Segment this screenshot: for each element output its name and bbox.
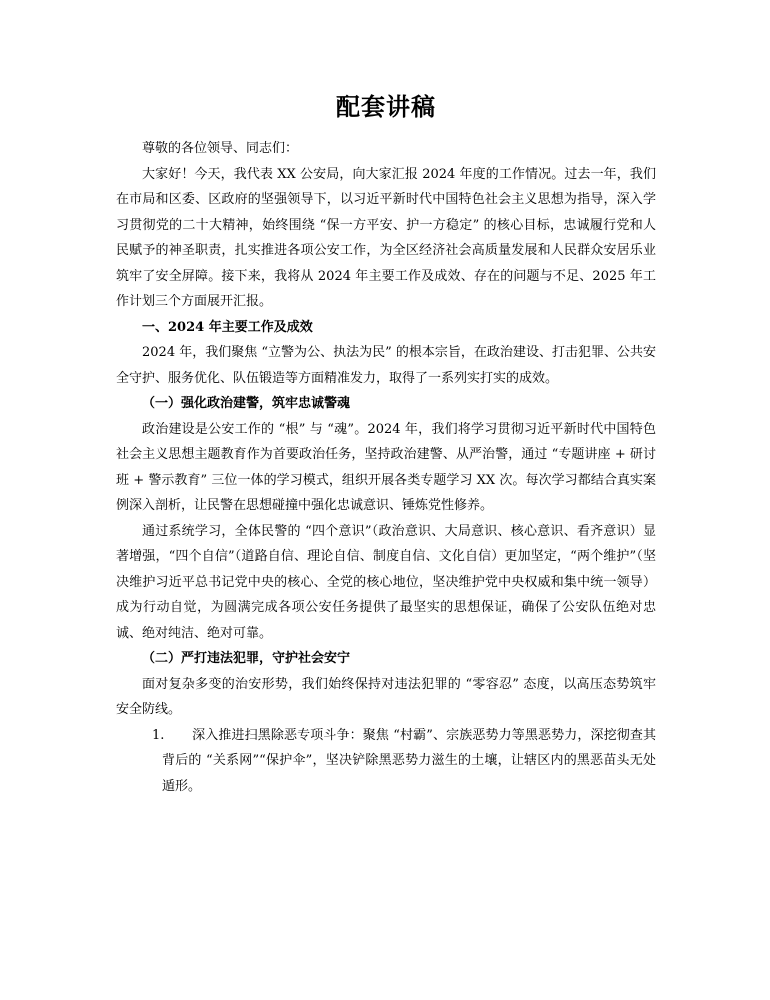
subsection-heading-1: （一）强化政治建警，筑牢忠诚警魂 [142,396,351,411]
subsection-heading-2: （二）严打违法犯罪，守护社会安宁 [142,651,351,666]
document-title: 配套讲稿 [336,92,436,121]
section-heading-1: 一、2024 年主要工作及成效 [142,319,313,335]
list-item-text: 深入推进扫黑除恶专项斗争：聚焦 “村霸”、宗族恶势力等黑恶势力，深挖彻查其背后的 “关系网”“保护伞”，坚决铲除黑恶势力滋生的土壤，让辖区内的黑恶苗头无处遁形。 [162,727,656,794]
subsection-1-paragraph-2: 通过系统学习，全体民警的 “四个意识”（政治意识、大局意识、核心意识、看齐意识）显著增强，“四个自信”（道路自信、理论自信、制度自信、文化自信）更加坚定，“两个维护”（坚决维护习近平总书记党中央的核心、全党的核心地位，坚决维护党中央权威和集中统一领导）成为行动自觉，为圆满完成各项公安任务提供了最坚实的思想保证，确保了公安队伍绝对忠诚、绝对纯洁、绝对可靠。 [116,523,656,641]
section-1-paragraph: 2024 年，我们聚焦 “立警为公、执法为民” 的根本宗旨，在政治建设、打击犯罪、公共安全守护、服务优化、队伍锻造等方面精准发力，取得了一系列实打实的成效。 [116,345,656,386]
list-item [116,723,656,800]
intro-paragraph: 大家好！今天，我代表 XX 公安局，向大家汇报 2024 年度的工作情况。过去一年，我们在市局和区委、区政府的坚强领导下，以习近平新时代中国特色社会主义思想为指导，深入学习贯彻党的二十大精神，始终围绕 “保一方平安、护一方稳定” 的核心目标，忠诚履行党和人民赋予的神圣职责，扎实推进各项公安工作，为全区经济社会高质量发展和人民群众安居乐业筑牢了安全屏障。接下来，我将从 2024 年主要工作及成效、存在的问题与不足、2025 年工作计划三个方面展开汇报。 [116,166,656,309]
subsection-2-paragraph: 面对复杂多变的治安形势，我们始终保持对违法犯罪的 “零容忍” 态度，以高压态势筑牢安全防线。 [116,676,656,717]
salutation: 尊敬的各位领导、同志们： [142,141,299,156]
subsection-1-paragraph-1: 政治建设是公安工作的 “根” 与 “魂”。2024 年，我们将学习贯彻习近平新时代中国特色社会主义思想主题教育作为首要政治任务，坚持政治建警、从严治警，通过 “专题讲座 + 研讨班 + 警示教育” 三位一体的学习模式，组织开展各类专题学习 XX 次。每次学习都结合真实案例深入剖析，让民警在思想碰撞中强化忠诚意识、锤炼党性修养。 [116,421,656,513]
list-item-number: 1. [152,727,165,743]
